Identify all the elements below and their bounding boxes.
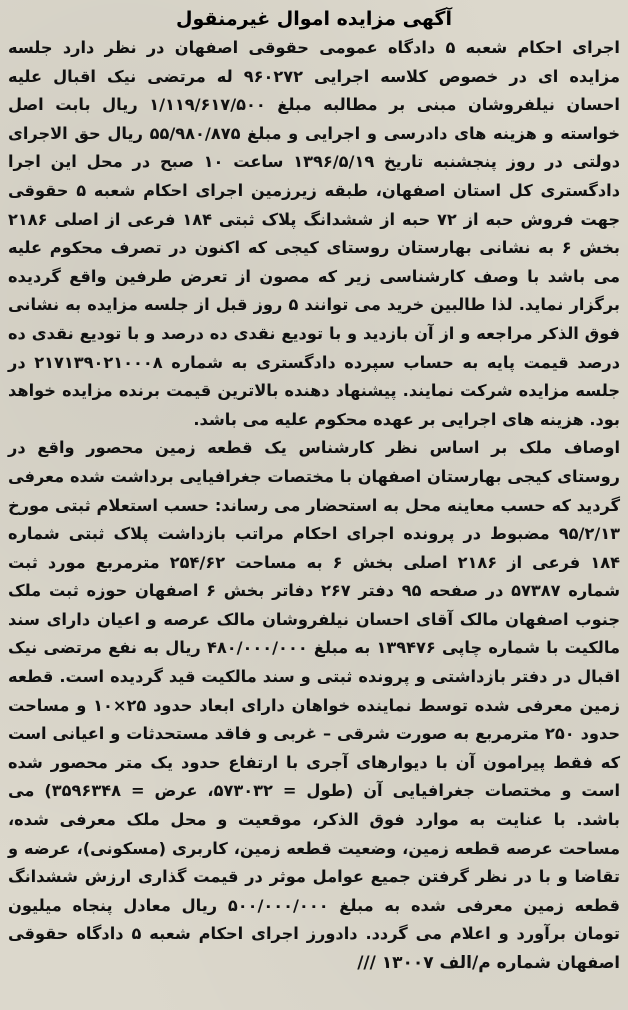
notice-paragraph-property-description [8,434,620,977]
property-description-text: اوصاف ملک بر اساس نظر کارشناس یک قطعه زمین محصور واقع در روستای کیجی بهارستان اصفهان با مختصات جغرافیایی برداشت شده معرفی گردید که حسب معاینه محل به استحضار می رساند: حسب استعلام ثبتی مورخ ۹۵/۲/۱۳ مضبوط در پرونده اجرای احکام مراتب بازداشت پلاک ثبتی شماره ۱۸۴ فرعی از ۲۱۸۶ اصلی بخش ۶ به مساحت ۲۵۴/۶۲ مترمربع مورد ثبت شماره ۵۷۳۸۷ در صفحه ۹۵ دفتر ۲۶۷ دفاتر بخش ۶ اصفهان حوزه ثبت ملک جنوب اصفهان مالک آقای احسان نیلفروشان مالک عرصه و اعیان دارای سند مالکیت با شماره چاپی ۱۳۹۴۷۶ به مبلغ ۴۸۰/۰۰۰/۰۰۰ ریال به نفع مرتضی نیک اقبال در دفتر بازداشتی و پرونده ثبتی و سند مالکیت قید گردیده است. قطعه زمین معرفی شده توسط نماینده خواهان دارای ابعاد حدود ۲۵×۱۰ و مساحت حدود ۲۵۰ مترمربع به صورت شرقی – غربی و فاقد مستحدثات و اعیانی است که فقط پیرامون آن با دیوارهای آجری با ارتفاع حدود یک متر محصور شده است و مختصات جغرافیایی آن (طول = ۵۷۳۰۳۲، عرض = ۳۵۹۶۳۴۸) می باشد. با عنایت به موارد فوق الذکر، موقعیت و محل ملک معرفی شده، مساحت عرصه قطعه زمین، وضعیت قطعه زمین، کاربری (مسکونی)، عرضه و تقاضا و با در نظر گرفتن جمیع عوامل موثر در قیمت گذاری ارزش ششدانگ قطعه زمین معرفی شده به مبلغ ۵۰۰/۰۰۰/۰۰۰ ریال معادل پنجاه میلیون تومان برآورد و اعلام می گردد. دادورز اجرای احکام شعبه ۵ دادگاه حقوقی اصفهان [8,438,621,972]
notice-paragraph-auction-terms: اجرای احکام شعبه ۵ دادگاه عمومی حقوقی اصفهان در نظر دارد جلسه مزایده ای در خصوص کلاسه اجرایی ۹۶۰۲۷۲ له مرتضی نیک اقبال علیه احسان نیلفروشان مبنی بر مطالبه مبلغ ۱/۱۱۹/۶۱۷/۵۰۰ ریال بابت اصل خواسته و هزینه های دادرسی و اجرایی و مبلغ ۵۵/۹۸۰/۸۷۵ ریال حق الاجرای دولتی در روز پنجشنبه تاریخ ۱۳۹۶/۵/۱۹ ساعت ۱۰ صبح در محل این اجرا دادگستری کل استان اصفهان، طبقه زیرزمین اجرای احکام شعبه ۵ حقوقی جهت فروش حبه از ۷۲ حبه از ششدانگ پلاک ثبتی ۱۸۴ فرعی از اصلی ۲۱۸۶ بخش ۶ به نشانی بهارستان روستای کیجی که اکنون در تصرف محکوم علیه می باشد با وصف کارشناسی زیر که مصون از تعرض طرفین واقع گردیده برگزار نماید. لذا طالبین خرید می توانند ۵ روز قبل از جلسه مزایده به نشانی فوق الذکر مراجعه و از آن بازدید و با تودیع نقدی ده درصد و با تودیع نقدی ده درصد قیمت پایه به حساب سپرده دادگستری به شماره ۲۱۷۱۳۹۰۲۱۰۰۰۸ در جلسه مزایده شرکت نمایند. پیشنهاد دهنده بالاترین قیمت برنده مزایده خواهد بود. هزینه های اجرایی بر عهده محکوم علیه می باشد. [8,38,621,429]
notice-reference-number: شماره م/الف ۱۳۰۰۷ /// [357,953,551,973]
notice-body [8,34,620,978]
notice-title: آگهی مزایده اموال غیرمنقول [176,8,452,30]
